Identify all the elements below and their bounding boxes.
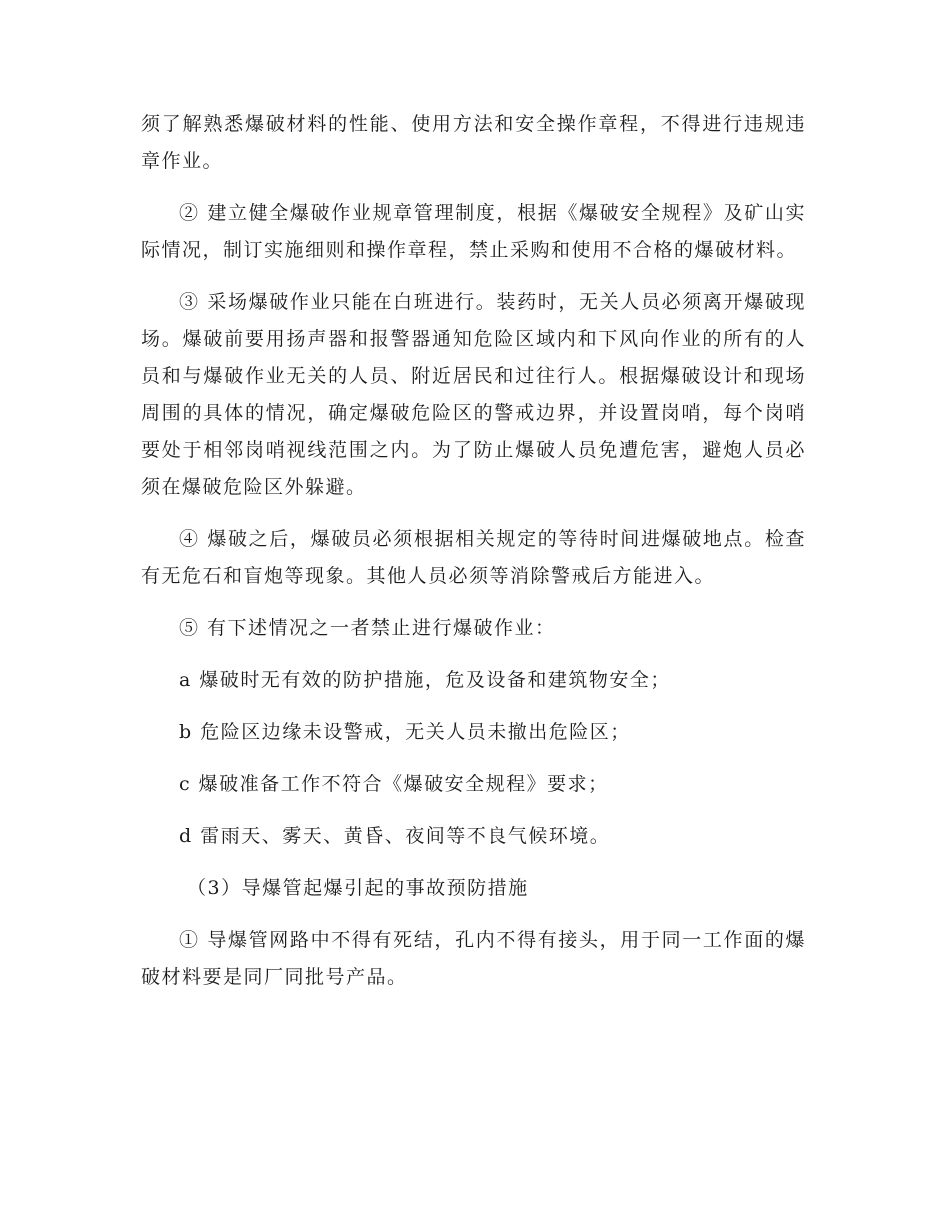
document-body bbox=[141, 106, 806, 1011]
paragraph-item-1: ① 导爆管网路中不得有死结，孔内不得有接头，用于同一工作面的爆破材料要是同厂同批号产品。 bbox=[141, 929, 806, 988]
paragraph-subitem-c: c 爆破准备工作不符合《爆破安全规程》要求； bbox=[179, 773, 609, 795]
paragraph-item-4: ④ 爆破之后，爆破员必须根据相关规定的等待时间进爆破地点。检查有无危石和盲炮等现象。其他人员必须等消除警戒后方能进入。 bbox=[141, 528, 806, 587]
paragraph-continuation: 须了解熟悉爆破材料的性能、使用方法和安全操作章程，不得进行违规违章作业。 bbox=[141, 113, 806, 172]
paragraph-item-2: ② 建立健全爆破作业规章管理制度，根据《爆破安全规程》及矿山实际情况，制订实施细则和操作章程，禁止采购和使用不合格的爆破材料。 bbox=[141, 202, 806, 261]
paragraph-subitem-a: a 爆破时无有效的防护措施，危及设备和建筑物安全； bbox=[179, 669, 671, 691]
paragraph-item-3: ③ 采场爆破作业只能在白班进行。装药时，无关人员必须离开爆破现场。爆破前要用扬声器和报警器通知危险区域内和下风向作业的所有的人员和与爆破作业无关的人员、附近居民和过往行人。根据爆破设计和现场周围的具体的情况，确定爆破危险区的警戒边界，并设置岗哨，每个岗哨要处于相邻岗哨视线范围之内。为了防止爆破人员免遭危害，避炮人员必须在爆破危险区外躲避。 bbox=[141, 291, 806, 498]
paragraph-item-5: ⑤ 有下述情况之一者禁止进行爆破作业： bbox=[179, 617, 556, 639]
paragraph-subitem-b: b 危险区边缘未设警戒，无关人员未撤出危险区； bbox=[179, 721, 631, 743]
paragraph-subitem-d: d 雷雨天、雾天、黄昏、夜间等不良气候环境。 bbox=[179, 825, 611, 847]
section-heading: （3）导爆管起爆引起的事故预防措施 bbox=[187, 877, 529, 899]
